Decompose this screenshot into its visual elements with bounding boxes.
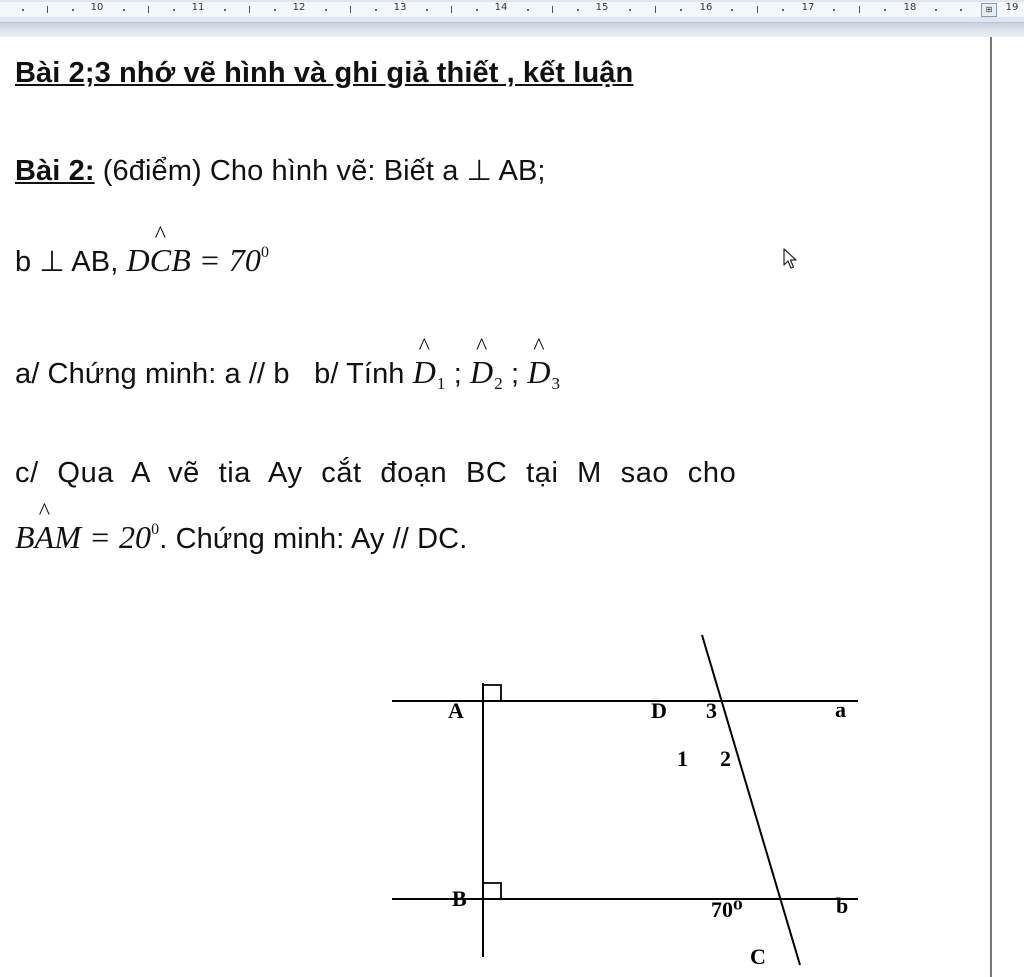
- part-c-rest: . Chứng minh: Ay // DC.: [159, 523, 468, 555]
- part-a: a/ Chứng minh: a // b: [15, 358, 290, 390]
- ruler-dot: [274, 9, 276, 11]
- right-angle-mark-b: [483, 883, 501, 899]
- ruler-dot: [629, 9, 631, 11]
- ruler-number: 14: [494, 2, 508, 13]
- ruler-number: 13: [393, 2, 407, 13]
- ruler-dot: [680, 9, 682, 11]
- angle-dcb-post: B = 70: [171, 242, 261, 278]
- angle-bam-post: M = 20: [54, 519, 152, 555]
- ruler-dot: [375, 9, 377, 11]
- line2-text: b ⊥ AB,: [15, 246, 127, 278]
- ruler-tick: [148, 6, 149, 13]
- label-angle-1: 1: [677, 746, 688, 771]
- angle-d2: ^ D: [470, 354, 493, 391]
- angle-d3: ^ D: [527, 354, 550, 391]
- ruler-dot: [426, 9, 428, 11]
- ruler-strip: [0, 2, 1024, 17]
- ruler-shadow: [0, 23, 1024, 37]
- ruler-number: 12: [292, 2, 306, 13]
- label-angle-3: 3: [706, 698, 717, 723]
- label-angle-2: 2: [720, 746, 731, 771]
- label-b-point: B: [452, 886, 467, 911]
- angle-dcb-formula: [127, 242, 270, 278]
- ruler-tick: [47, 6, 48, 13]
- ruler-dot: [884, 9, 886, 11]
- angle-d2-sub: 2: [494, 374, 503, 393]
- part-b: b/ Tính: [314, 358, 413, 390]
- angle-bam-vertex: ^ A: [35, 519, 55, 556]
- label-angle-70: 70⁰: [711, 897, 743, 922]
- problem-line-2: [15, 242, 269, 279]
- ruler-number: 15: [595, 2, 609, 13]
- angle-d3-sub: 3: [551, 374, 561, 393]
- angle-d1: ^ D: [413, 354, 436, 391]
- ruler-dot: [72, 9, 74, 11]
- ruler-tick: [552, 6, 553, 13]
- ruler-dot: [22, 9, 24, 11]
- angle-d3-group: [527, 354, 561, 393]
- ruler-number: 19: [1005, 2, 1019, 13]
- ruler-dot: [731, 9, 733, 11]
- ruler-number: 10: [90, 2, 104, 13]
- problem-line-1: [15, 153, 546, 188]
- ruler-dot: [833, 9, 835, 11]
- ruler: [0, 0, 1024, 23]
- ruler-tick: [451, 6, 452, 13]
- part-c-line-2: [15, 519, 467, 556]
- ruler-dot: [325, 9, 327, 11]
- label-d-point: D: [651, 698, 667, 723]
- part-c-line-1: c/ Qua A vẽ tia Ay cắt đoạn BC tại M sao cho: [15, 457, 737, 489]
- label-line-a: a: [835, 697, 846, 722]
- label-line-b: b: [836, 893, 849, 918]
- angles-d-list: [412, 354, 446, 393]
- ruler-tick: [757, 6, 758, 13]
- ruler-number: 11: [191, 2, 205, 13]
- angle-dcb-degree: 0: [260, 244, 270, 261]
- problem-label: Bài 2:: [15, 155, 95, 187]
- separator-2: ;: [502, 358, 528, 390]
- geometry-figure: [380, 623, 880, 968]
- angle-bam-pre: B: [15, 519, 35, 555]
- angle-dcb-vertex: ^ C: [150, 242, 171, 279]
- angle-bam-formula: [15, 519, 159, 555]
- ruler-tick: [655, 6, 656, 13]
- ruler-dot: [935, 9, 937, 11]
- problem-line-3: [15, 354, 560, 394]
- angle-dcb-pre: D: [126, 242, 150, 278]
- separator-1: ;: [445, 358, 471, 390]
- angle-bam-degree: 0: [151, 521, 160, 538]
- ruler-dot: [577, 9, 579, 11]
- right-angle-mark-a: [483, 685, 501, 701]
- ruler-dot: [224, 9, 226, 11]
- exercise-heading: Bài 2;3 nhớ vẽ hình và ghi giả thiết , kết luận: [15, 57, 634, 89]
- label-a-point: A: [448, 698, 464, 723]
- ruler-dot: [476, 9, 478, 11]
- ruler-tick: [350, 6, 351, 13]
- ruler-tick: [859, 6, 860, 13]
- ruler-dot: [527, 9, 529, 11]
- ruler-indent-marker[interactable]: ⊞: [981, 3, 997, 17]
- ruler-number: 18: [903, 2, 917, 13]
- ruler-dot: [782, 9, 784, 11]
- ruler-number: 16: [699, 2, 713, 13]
- ruler-dot: [173, 9, 175, 11]
- ruler-tick: [249, 6, 250, 13]
- angle-d1-sub: 1: [436, 374, 446, 393]
- ruler-dot: [123, 9, 125, 11]
- problem-intro: (6điểm) Cho hình vẽ: Biết a ⊥ AB;: [94, 155, 546, 187]
- angle-d2-group: [470, 354, 503, 393]
- ruler-number: 17: [801, 2, 815, 13]
- label-c-point: C: [750, 944, 766, 968]
- document-page[interactable]: [0, 37, 992, 977]
- mouse-cursor-icon: [783, 248, 799, 270]
- ruler-dot: [960, 9, 962, 11]
